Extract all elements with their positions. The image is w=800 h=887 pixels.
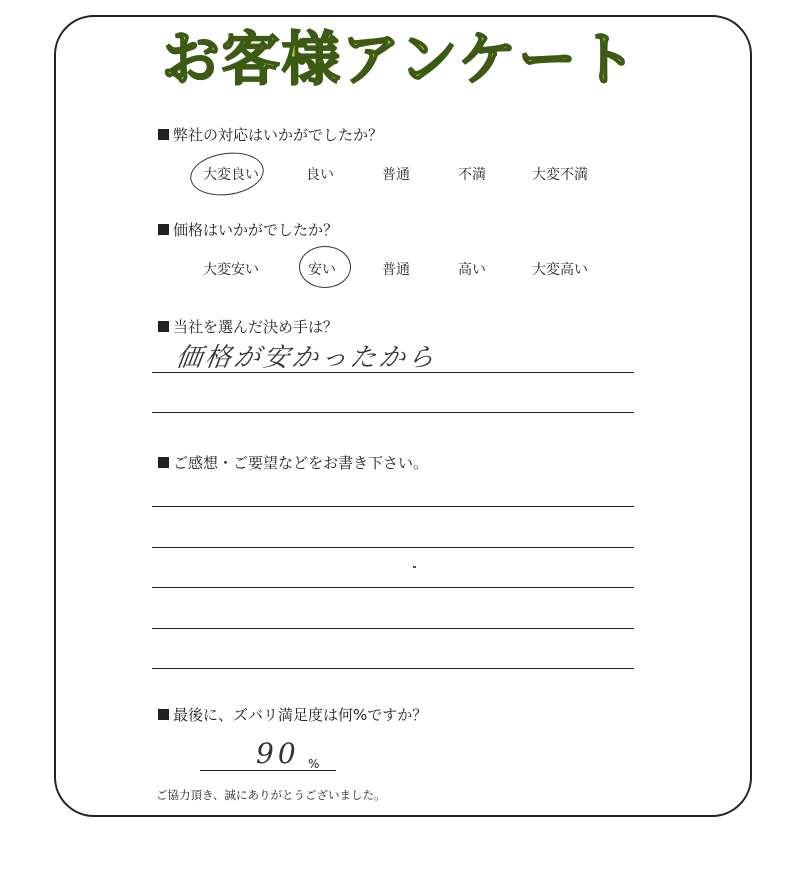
answer-line [152,506,634,507]
answer-line [152,547,634,548]
square-bullet-icon [158,224,169,235]
q2-selection-circle [299,246,351,288]
answer-line [152,668,634,669]
q2-option-normal[interactable]: 普通 [382,262,410,278]
q2-option-very-expensive[interactable]: 大変高い [532,262,588,278]
survey-title: お客様アンケート [161,25,639,93]
question-2-text: 価格はいかがでしたか？ [173,221,339,239]
question-1-text: 弊社の対応はいかがでしたか？ [173,126,384,144]
satisfaction-line [200,770,336,771]
q2-option-expensive[interactable]: 高い [458,262,486,278]
thank-you-note: ご協力頂き、誠にありがとうございました。 [156,788,386,802]
q3-handwritten-answer: 価格が安かったから [173,343,440,373]
q1-option-good[interactable]: 良い [306,167,334,183]
stray-mark [413,566,416,568]
q1-option-dissatisfied[interactable]: 不満 [458,167,486,183]
answer-line [152,587,634,588]
q1-option-very-dissatisfied[interactable]: 大変不満 [532,167,588,183]
answer-line [152,372,634,373]
q5-handwritten-answer: 90 [256,737,300,770]
q1-option-very-good[interactable]: 大変良い [203,167,259,183]
question-3-text: 当社を選んだ決め手は？ [173,318,339,336]
answer-line [152,412,634,413]
q2-option-very-cheap[interactable]: 大変安い [203,262,259,278]
q1-option-normal[interactable]: 普通 [382,167,410,183]
q2-option-cheap[interactable]: 安い [308,262,336,278]
question-4 [158,456,428,471]
answer-line [152,628,634,629]
question-4-text: ご感想・ご要望などをお書き下さい。 [173,454,429,472]
square-bullet-icon [158,321,169,332]
question-3 [158,320,338,335]
square-bullet-icon [158,129,169,140]
question-5-text: 最後に、ズバリ満足度は何%ですか？ [173,706,428,724]
question-2 [158,223,338,238]
square-bullet-icon [158,457,169,468]
percent-unit: % [308,757,320,771]
question-5 [158,708,427,723]
question-1 [158,128,383,143]
square-bullet-icon [158,709,169,720]
